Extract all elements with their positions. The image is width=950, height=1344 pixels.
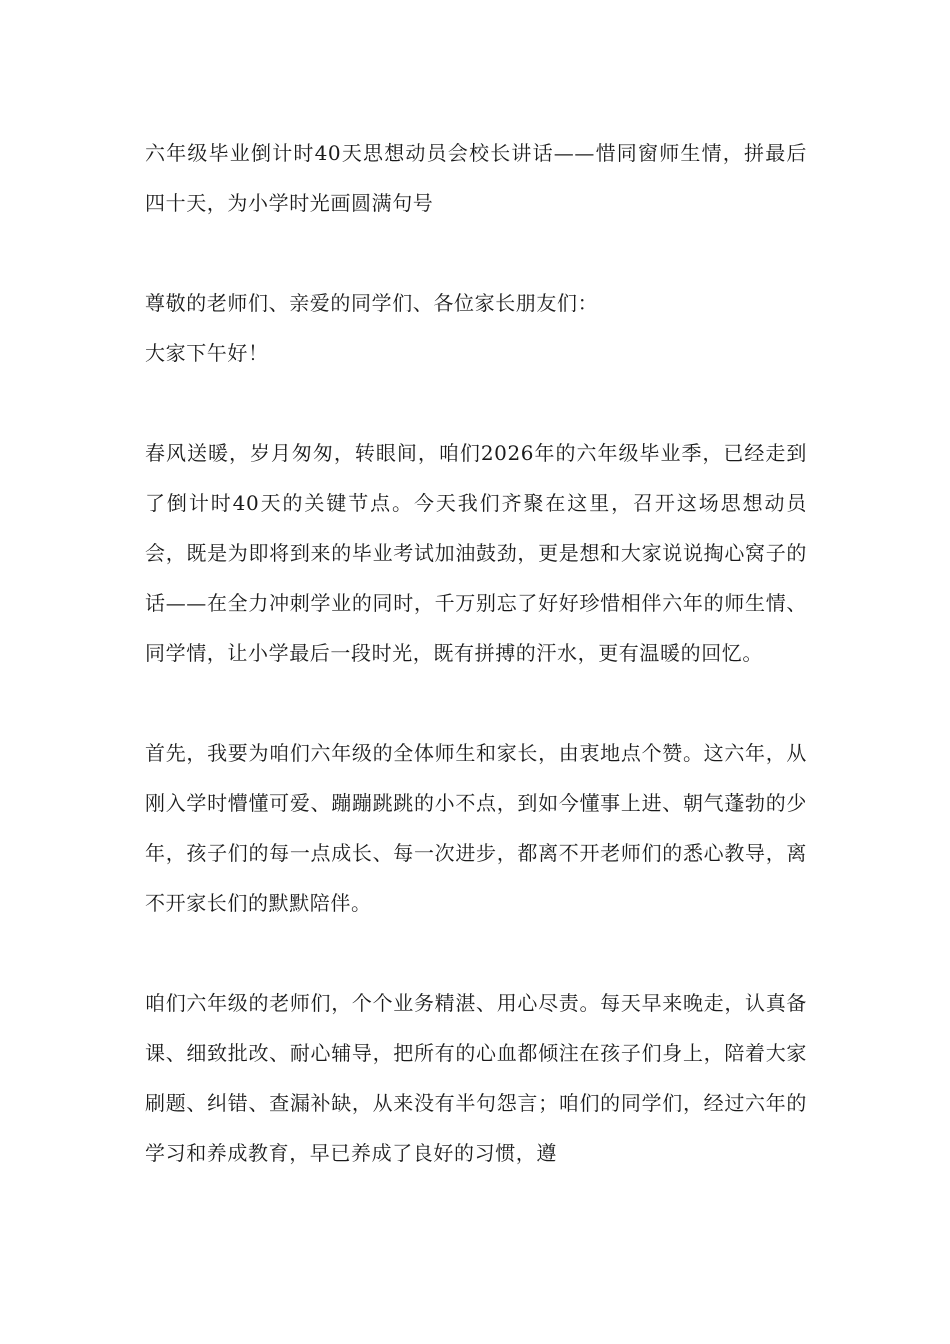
document-title: 六年级毕业倒计时40天思想动员会校长讲话——惜同窗师生情，拼最后四十天，为小学时光画圆满句号 [145,141,807,215]
salutation: 尊敬的老师们、亲爱的同学们、各位家长朋友们： [145,291,599,315]
paragraph-spacer [145,678,807,728]
paragraph-spacer [145,228,807,278]
body-paragraph-2: 首先，我要为咱们六年级的全体师生和家长，由衷地点个赞。这六年，从刚入学时懵懂可爱、蹦蹦跳跳的小不点，到如今懂事上进、朝气蓬勃的少年，孩子们的每一点成长、每一次进步，都离不开老师们的悉心教导，离不开家长们的默默陪伴。 [145,741,807,915]
body-paragraph-3: 咱们六年级的老师们，个个业务精湛、用心尽责。每天早来晚走，认真备课、细致批改、耐心辅导，把所有的心血都倾注在孩子们身上，陪着大家刷题、纠错、查漏补缺，从来没有半句怨言；咱们的同学们，经过六年的学习和养成教育，早已养成了良好的习惯，遵 [145,991,807,1165]
body-paragraph-1: 春风送暖，岁月匆匆，转眼间，咱们2026年的六年级毕业季，已经走到了倒计时40天的关键节点。今天我们齐聚在这里，召开这场思想动员会，既是为即将到来的毕业考试加油鼓劲，更是想和大家说说掏心窝子的话——在全力冲刺学业的同时，千万别忘了好好珍惜相伴六年的师生情、同学情，让小学最后一段时光，既有拼搏的汗水，更有温暖的回忆。 [145,441,807,665]
greeting: 大家下午好！ [145,341,269,365]
paragraph-spacer [145,378,807,428]
document-body [145,128,807,1178]
paragraph-spacer [145,928,807,978]
